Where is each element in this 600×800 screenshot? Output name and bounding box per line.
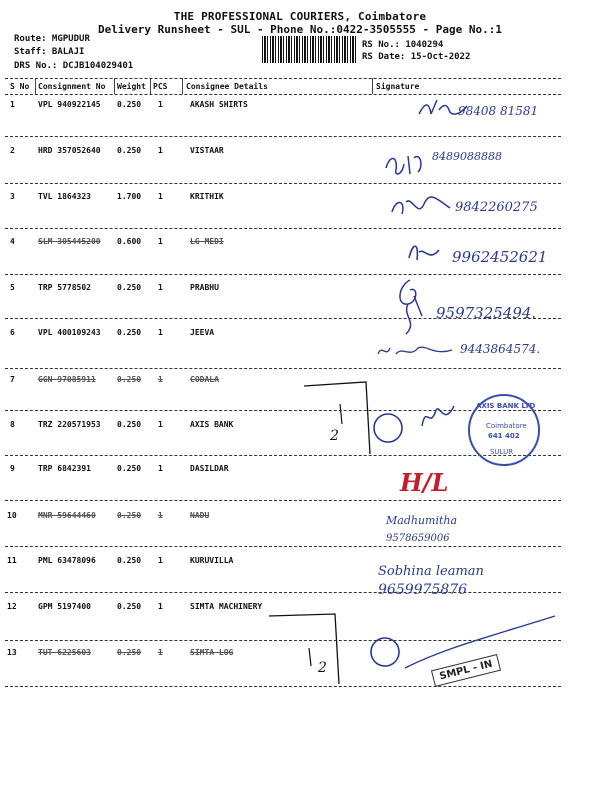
row-consignee: JEEVA [190, 328, 215, 337]
row-weight: 0.250 [117, 283, 142, 292]
col-divider [114, 78, 115, 94]
row-weight: 1.700 [117, 192, 142, 201]
stamp-pin: 641 402 [488, 432, 520, 440]
row-sno: 1 [10, 100, 15, 109]
row-consignment: VPL 940922145 [38, 100, 101, 109]
row-consignment: TUT 6225603 [38, 648, 91, 657]
row-divider [5, 500, 561, 501]
stamp-city: Coimbatore [486, 422, 527, 430]
barcode [262, 36, 358, 63]
mark-number: 2 [318, 660, 327, 676]
row-weight: 0.250 [117, 602, 142, 611]
col-divider [35, 78, 36, 94]
row-consignee: PRABHU [190, 283, 219, 292]
row-weight: 0.250 [117, 146, 142, 155]
row-divider [5, 228, 561, 229]
row-pcs: 1 [158, 464, 163, 473]
row-weight: 0.600 [117, 237, 142, 246]
signature-phone: 9443864574. [460, 342, 541, 356]
route-label: Route: MGPUDUR [14, 34, 90, 44]
header-bottom-rule [5, 94, 561, 95]
row-pcs: 1 [158, 328, 163, 337]
signature-scribble [374, 340, 456, 362]
row-weight: 0.250 [117, 420, 142, 429]
row-divider [5, 592, 561, 593]
signature-phone: 9597325494. [436, 304, 537, 322]
signature-phone: 9842260275 [455, 200, 538, 215]
col-divider [150, 78, 151, 94]
row-sno: 2 [10, 146, 15, 155]
signature-scribble [388, 192, 458, 224]
signature-name: Madhumitha [386, 514, 458, 527]
col-divider [372, 78, 373, 94]
row-divider [5, 546, 561, 547]
col-weight: Weight [117, 82, 146, 91]
signature-name: Sobhina leaman [378, 564, 484, 579]
row-consignee: NADU [190, 511, 210, 520]
row-divider [5, 274, 561, 275]
row-pcs: 1 [158, 283, 163, 292]
row-sno: 6 [10, 328, 15, 337]
row-pcs: 1 [158, 511, 163, 520]
row-consignee: LG MEDI [190, 237, 224, 246]
row-weight: 0.250 [117, 511, 142, 520]
row-consignment: GPM 5197400 [38, 602, 91, 611]
row-consignee: AKASH SHIRTS [190, 100, 248, 109]
row-weight: 0.250 [117, 464, 142, 473]
rs-date: RS Date: 15-Oct-2022 [362, 52, 471, 62]
col-sno: S No [10, 82, 30, 91]
row-consignment: TVL 1864323 [38, 192, 91, 201]
staff-label: Staff: BALAJI [14, 47, 85, 57]
row-consignee: KRITHIK [190, 192, 224, 201]
col-signature: Signature [376, 82, 420, 91]
row-consignee: CODALA [190, 375, 219, 384]
row-sno: 11 [7, 556, 17, 565]
delivery-mark [265, 608, 565, 688]
row-pcs: 1 [158, 556, 163, 565]
row-pcs: 1 [158, 192, 163, 201]
row-consignee: DASILDAR [190, 464, 229, 473]
row-consignment: SLM 305445200 [38, 237, 101, 246]
row-sno: 5 [10, 283, 15, 292]
row-weight: 0.250 [117, 375, 142, 384]
row-pcs: 1 [158, 648, 163, 657]
row-divider [5, 183, 561, 184]
row-sno: 3 [10, 192, 15, 201]
col-consignment: Consignment No [38, 82, 106, 91]
col-pcs: PCS [153, 82, 168, 91]
delivery-mark [300, 378, 410, 460]
row-weight: 0.250 [117, 648, 142, 657]
col-consignee: Consignee Details [186, 82, 268, 91]
row-pcs: 1 [158, 237, 163, 246]
mark-number: 2 [330, 428, 339, 444]
row-sno: 4 [10, 237, 15, 246]
row-consignment: TRZ 220571953 [38, 420, 101, 429]
signature-phone: 9578659006 [386, 533, 450, 544]
row-consignee: AXIS BANK [190, 420, 234, 429]
header-top-rule [5, 78, 561, 79]
row-pcs: 1 [158, 602, 163, 611]
signature-scribble [388, 276, 434, 338]
row-consignment: TRP 6842391 [38, 464, 91, 473]
signature-phone: 9659975876 [378, 582, 468, 598]
row-consignee: VISTAAR [190, 146, 224, 155]
signature-phone: 8489088888 [432, 150, 502, 163]
row-consignment: TRP 5778502 [38, 283, 91, 292]
bank-stamp [468, 394, 540, 466]
stamp-branch: SULUR [490, 448, 514, 456]
row-sno: 7 [10, 375, 15, 384]
company-title: THE PROFESSIONAL COURIERS, Coimbatore [173, 10, 427, 23]
row-pcs: 1 [158, 420, 163, 429]
row-sno: 9 [10, 464, 15, 473]
row-pcs: 1 [158, 375, 163, 384]
row-pcs: 1 [158, 100, 163, 109]
signature-scribble [405, 238, 445, 268]
row-consignee: KURUVILLA [190, 556, 234, 565]
row-weight: 0.250 [117, 556, 142, 565]
row-consignment: MNR 59644460 [38, 511, 96, 520]
col-divider [182, 78, 183, 94]
row-divider [5, 136, 561, 137]
row-weight: 0.250 [117, 100, 142, 109]
row-pcs: 1 [158, 146, 163, 155]
stamp-bank-name: AXIS BANK LTD [476, 402, 536, 410]
row-consignment: PML 63478096 [38, 556, 96, 565]
row-weight: 0.250 [117, 328, 142, 337]
smpl-stamp: SMPL - IN [431, 654, 501, 687]
signature-scribble [380, 146, 430, 180]
row-sno: 8 [10, 420, 15, 429]
row-consignee: SIMTA LOG [190, 648, 234, 657]
row-sno: 12 [7, 602, 17, 611]
row-consignment: GGN 97085911 [38, 375, 96, 384]
signature-phone: 98408 81581 [458, 104, 539, 118]
row-sno: 13 [7, 648, 17, 657]
rs-number: RS No.: 1040294 [362, 40, 444, 50]
drs-label: DRS No.: DCJB104029401 [14, 61, 134, 71]
signature-initials: H/L [400, 468, 449, 497]
row-sno: 10 [7, 511, 17, 520]
row-consignee: SIMTA MACHINERY [190, 602, 263, 611]
signature-phone: 9962452621 [452, 248, 548, 266]
row-consignment: VPL 400109243 [38, 328, 101, 337]
signature-scribble [418, 400, 458, 432]
row-consignment: HRD 357052640 [38, 146, 101, 155]
row-divider [5, 368, 561, 369]
runsheet-subtitle: Delivery Runsheet - SUL - Phone No.:0422-3505555 - Page No.:1 [98, 23, 502, 36]
